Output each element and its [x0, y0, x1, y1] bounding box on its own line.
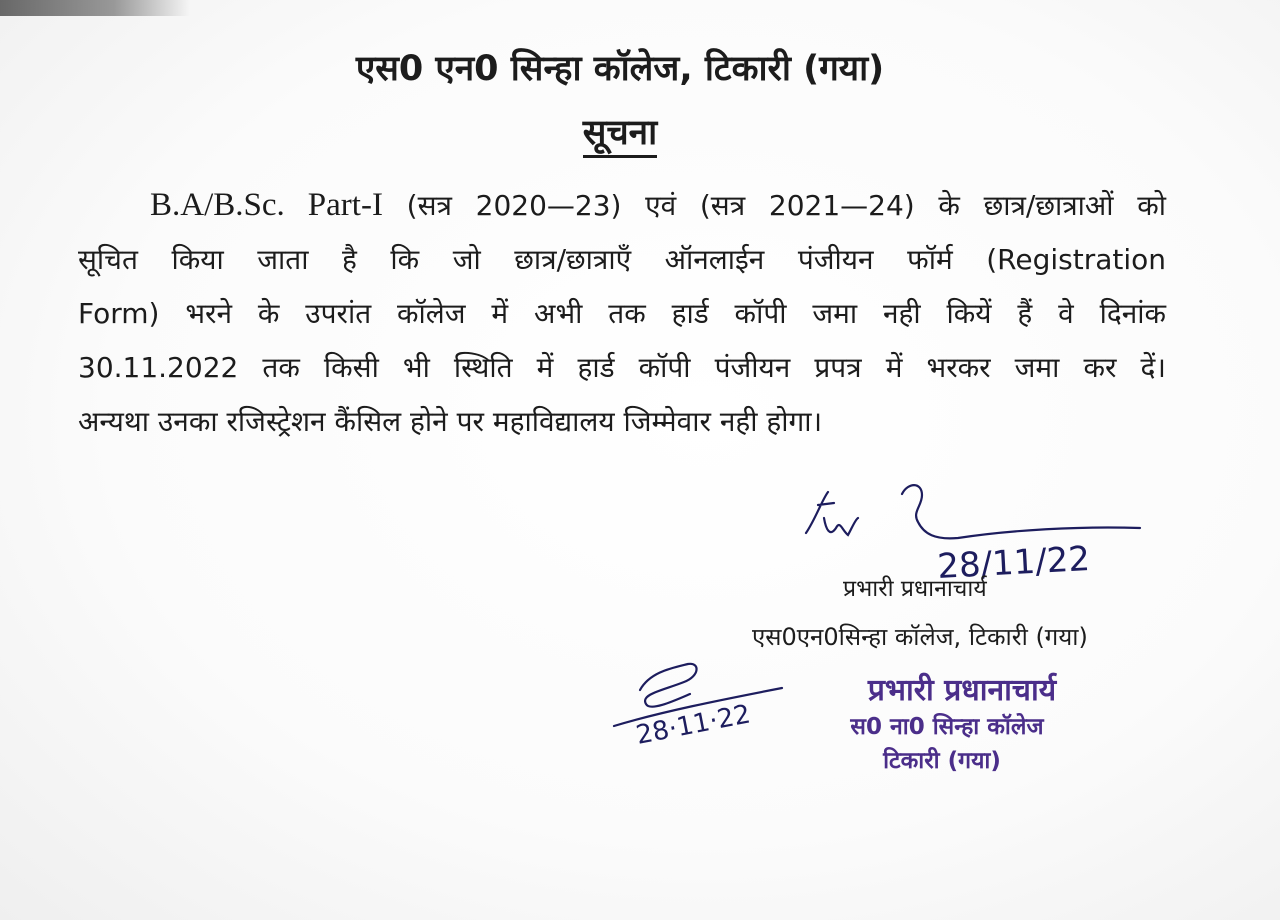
stamp-line-2: स0 ना0 सिन्हा कॉलेज [850, 714, 1044, 740]
principal-signature [806, 485, 1140, 538]
notice-line-text: (सत्र 2020—23) एवं (सत्र 2021—24) के छात्र/छात्राओं को [382, 189, 1166, 222]
college-title: एस0 एन0 सिन्हा कॉलेज, टिकारी (गया) [355, 49, 885, 89]
handwritten-date-2: 28·11·22 [633, 699, 753, 751]
handwritten-date-1: 28/11/22 [936, 539, 1091, 587]
notice-line-latin: B.A/B.Sc. Part-I [150, 187, 383, 223]
stamp-line-3: टिकारी (गया) [883, 748, 1001, 774]
notice-line: 30.11.2022 तक किसी भी स्थिति में हार्ड कॉपी पंजीयन प्रपत्र में भरकर जमा कर दें। [78, 351, 1166, 384]
notice-line: सूचित किया जाता है कि जो छात्र/छात्राएँ ऑनलाईन पंजीयन फॉर्म (Registration [78, 243, 1166, 276]
college-address: एस0एन0सिन्हा कॉलेज, टिकारी (गया) [752, 623, 1088, 651]
notice-line: अन्यथा उनका रजिस्ट्रेशन कैंसिल होने पर महाविद्यालय जिम्मेवार नही होगा। [78, 405, 823, 438]
stamp-line-1: प्रभारी प्रधानाचार्य [867, 673, 1057, 708]
notice-heading-text: सूचना [583, 113, 657, 158]
designation-label: प्रभारी प्रधानाचार्य [843, 576, 987, 602]
notice-line: Form) भरने के उपरांत कॉलेज में अभी तक हार्ड कॉपी जमा नही कियें हैं वे दिनांक [78, 297, 1166, 330]
principal-stamp [842, 672, 1082, 778]
